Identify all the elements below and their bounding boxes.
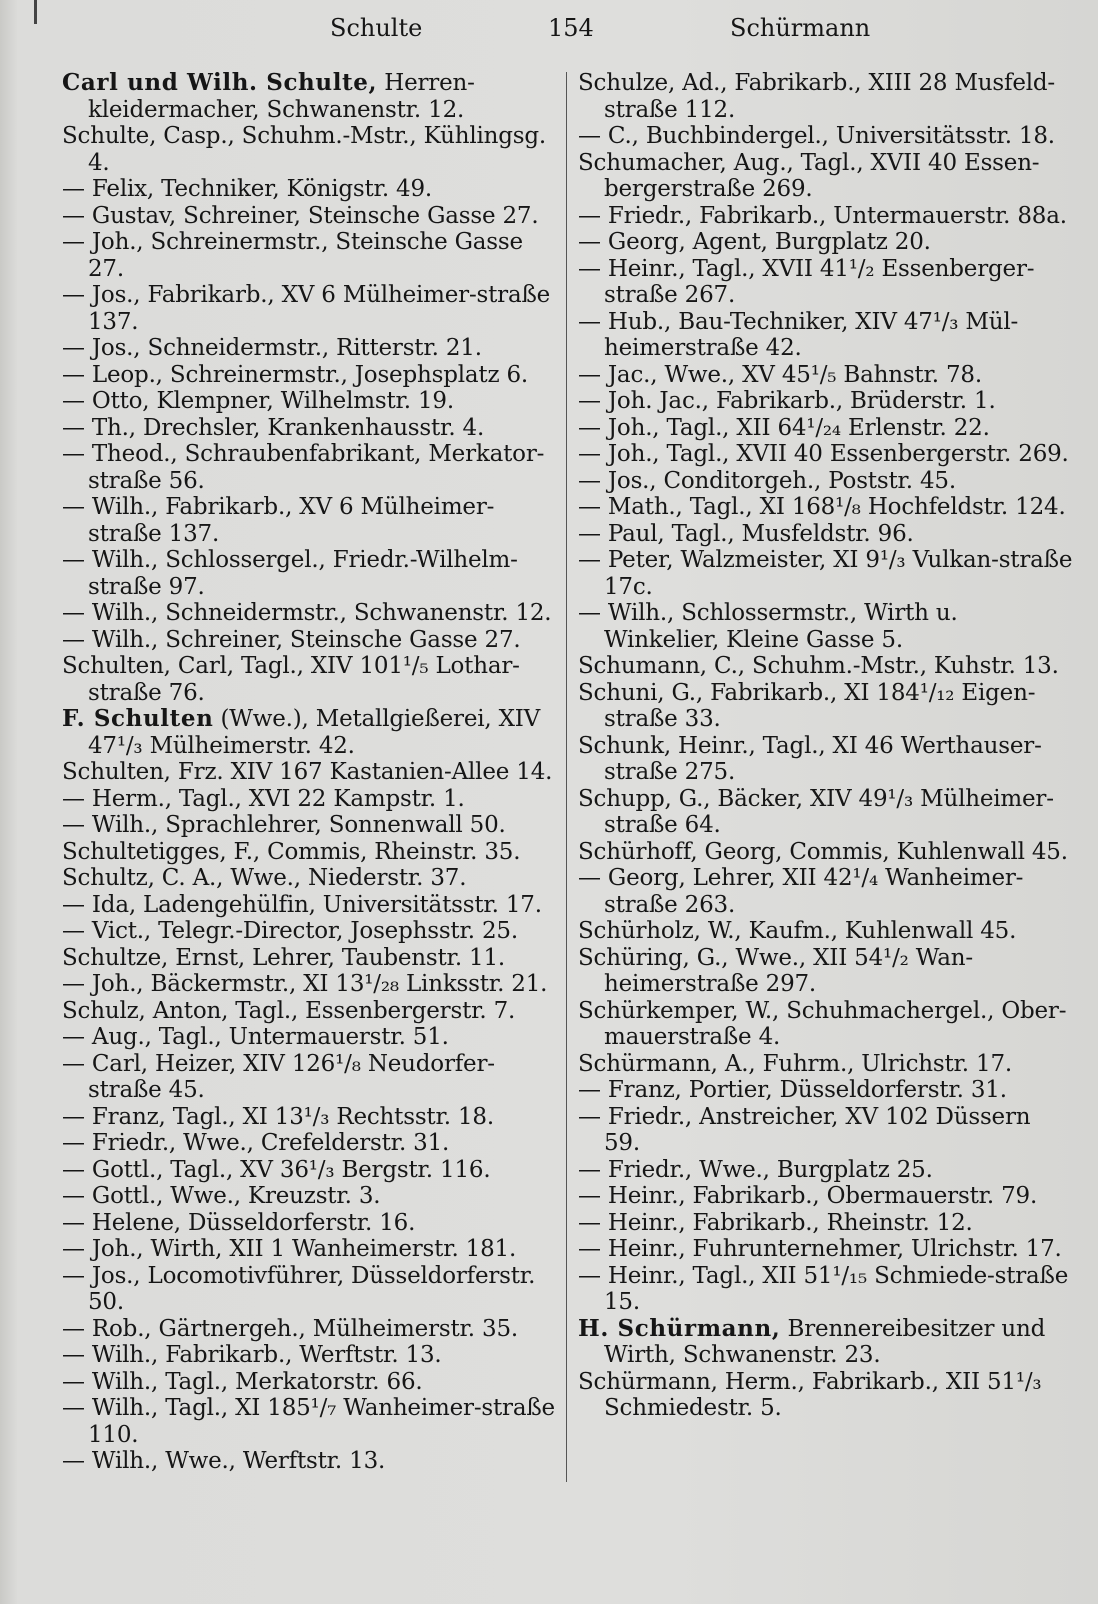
directory-entry <box>578 918 1073 945</box>
entry-text: — Heinr., Fabrikarb., Obermauerstr. 79. <box>578 1183 1038 1209</box>
directory-entry <box>62 945 557 972</box>
directory-entry <box>62 203 557 230</box>
directory-entry <box>62 1316 557 1343</box>
directory-entry <box>62 1051 557 1104</box>
page-number: 154 <box>548 14 594 42</box>
entry-text: — Ida, Ladengehülfin, Universitätsstr. 17. <box>62 891 542 918</box>
entry-text: — Otto, Klempner, Wilhelmstr. 19. <box>62 388 454 414</box>
entry-text: — Heinr., Fuhrunternehmer, Ulrichstr. 17. <box>578 1236 1062 1262</box>
directory-entry <box>578 494 1073 521</box>
entry-text: — Th., Drechsler, Krankenhausstr. 4. <box>62 414 485 441</box>
directory-entry <box>62 600 557 627</box>
entry-text: — Joh., Tagl., XII 64¹/₂₄ Erlenstr. 22. <box>578 414 990 441</box>
directory-entry <box>578 653 1073 680</box>
entry-text: Schürmann, A., Fuhrm., Ulrichstr. 17. <box>578 1050 1012 1077</box>
directory-entry <box>578 1157 1073 1184</box>
entry-text: — Wilh., Wwe., Werftstr. 13. <box>62 1448 386 1474</box>
directory-entry <box>62 918 557 945</box>
entry-text: — Wilh., Schlossergel., Friedr.-Wilhelm-straße 97. <box>62 547 518 600</box>
entry-text: — Felix, Techniker, Königstr. 49. <box>62 176 433 202</box>
entry-text: — Carl, Heizer, XIV 126¹/₈ Neudorfer-straße 45. <box>62 1050 495 1103</box>
directory-entry <box>62 759 557 786</box>
directory-entry <box>578 1104 1073 1157</box>
directory-entry <box>62 123 557 176</box>
entry-text: — Wilh., Sprachlehrer, Sonnenwall 50. <box>62 812 506 838</box>
entry-text: — Herm., Tagl., XVI 22 Kampstr. 1. <box>62 785 465 812</box>
directory-entry <box>62 971 557 998</box>
entry-text: — Georg, Lehrer, XII 42¹/₄ Wanheimer-straße 263. <box>578 865 1024 918</box>
directory-entry <box>62 70 557 123</box>
directory-entry <box>578 1077 1073 1104</box>
directory-entry <box>578 786 1073 839</box>
entry-text: Schultz, C. A., Wwe., Niederstr. 37. <box>62 865 467 891</box>
entry-text: Schupp, G., Bäcker, XIV 49¹/₃ Mülheimer-straße 64. <box>578 785 1054 838</box>
directory-entry <box>578 945 1073 998</box>
column-divider <box>566 72 567 1482</box>
directory-entry <box>62 1369 557 1396</box>
header-left-word: Schulte <box>330 14 423 42</box>
entry-text: — Heinr., Tagl., XII 51¹/₁₅ Schmiede-straße 15. <box>578 1262 1069 1315</box>
directory-entry <box>578 415 1073 442</box>
directory-entry <box>62 865 557 892</box>
entry-text: — Vict., Telegr.-Director, Josephsstr. 25. <box>62 918 518 944</box>
directory-entry <box>578 203 1073 230</box>
entry-text: — Rob., Gärtnergeh., Mülheimerstr. 35. <box>62 1315 518 1342</box>
entry-text: Schulte, Casp., Schuhm.-Mstr., Kühlingsg. 4. <box>62 123 547 176</box>
left-column <box>62 70 557 1475</box>
directory-entry <box>578 733 1073 786</box>
entry-text: (Wwe.), Metallgießerei, XIV 47¹/₃ Mülheimerstr. 42. <box>88 706 541 759</box>
entry-text: Schuni, G., Fabrikarb., XI 184¹/₁₂ Eigen-straße 33. <box>578 679 1036 732</box>
entry-text: — Heinr., Tagl., XVII 41¹/₂ Essenberger-straße 267. <box>578 255 1035 308</box>
directory-entry <box>578 468 1073 495</box>
directory-entry <box>62 706 557 759</box>
directory-entry <box>62 441 557 494</box>
directory-entry <box>578 1369 1073 1422</box>
entry-text: Schüring, G., Wwe., XII 54¹/₂ Wan-heimerstraße 297. <box>578 944 973 997</box>
entry-text: — Math., Tagl., XI 168¹/₈ Hochfeldstr. 124. <box>578 494 1066 520</box>
directory-entry <box>578 998 1073 1051</box>
entry-text: — Jos., Locomotivführer, Düsseldorferstr. 50. <box>62 1262 536 1315</box>
directory-entry <box>62 653 557 706</box>
entry-text: — Hub., Bau-Techniker, XIV 47¹/₃ Mül-heimerstraße 42. <box>578 308 1019 361</box>
entry-text: — Wilh., Schreiner, Steinsche Gasse 27. <box>62 626 521 653</box>
directory-entry <box>62 229 557 282</box>
directory-entry <box>578 150 1073 203</box>
entry-text: Schumacher, Aug., Tagl., XVII 40 Essen-bergerstraße 269. <box>578 149 1040 202</box>
directory-entry <box>62 388 557 415</box>
entry-text: — C., Buchbindergel., Universitätsstr. 18. <box>578 123 1055 149</box>
entry-text: — Theod., Schraubenfabrikant, Merkator-straße 56. <box>62 441 545 494</box>
entry-text: Schulz, Anton, Tagl., Essenbergerstr. 7. <box>62 997 516 1024</box>
entry-text: — Wilh., Tagl., XI 185¹/₇ Wanheimer-straße 110. <box>62 1395 555 1448</box>
directory-entry <box>578 388 1073 415</box>
directory-entry <box>578 839 1073 866</box>
directory-entry <box>62 786 557 813</box>
directory-entry <box>578 229 1073 256</box>
directory-entry <box>578 547 1073 600</box>
header-right-word: Schürmann <box>730 14 871 42</box>
firm-name: Carl und Wilh. Schulte, <box>62 69 378 96</box>
entry-text: — Gustav, Schreiner, Steinsche Gasse 27. <box>62 202 539 229</box>
entry-text: Schürhoff, Georg, Commis, Kuhlenwall 45. <box>578 838 1068 865</box>
directory-entry <box>578 1210 1073 1237</box>
entry-text: — Jos., Schneidermstr., Ritterstr. 21. <box>62 335 482 361</box>
entry-text: Schunk, Heinr., Tagl., XI 46 Werthauser-straße 275. <box>578 732 1042 785</box>
directory-entry <box>62 176 557 203</box>
firm-name: H. Schürmann, <box>578 1314 781 1342</box>
entry-text: — Aug., Tagl., Untermauerstr. 51. <box>62 1024 449 1050</box>
directory-entry <box>578 362 1073 389</box>
directory-entry <box>62 547 557 600</box>
directory-entry <box>62 1104 557 1131</box>
entry-text: — Wilh., Fabrikarb., Werftstr. 13. <box>62 1342 442 1368</box>
directory-entry <box>62 627 557 654</box>
entry-text: — Peter, Walzmeister, XI 9¹/₃ Vulkan-straße 17c. <box>578 547 1073 600</box>
entry-text: — Joh., Bäckermstr., XI 13¹/₂₈ Linksstr. 21. <box>62 971 548 997</box>
directory-entry <box>578 1316 1073 1369</box>
firm-name: F. Schulten <box>62 705 214 732</box>
directory-entry <box>62 839 557 866</box>
directory-entry <box>578 441 1073 468</box>
directory-entry <box>62 892 557 919</box>
entry-text: Schulten, Carl, Tagl., XIV 101¹/₅ Lothar-straße 76. <box>62 653 520 706</box>
directory-entry <box>62 1130 557 1157</box>
directory-entry <box>62 282 557 335</box>
entry-text: — Gottl., Wwe., Kreuzstr. 3. <box>62 1183 381 1209</box>
entry-text: — Paul, Tagl., Musfeldstr. 96. <box>578 520 914 547</box>
entry-text: — Wilh., Fabrikarb., XV 6 Mülheimer-straße 137. <box>62 494 495 547</box>
directory-entry <box>578 521 1073 548</box>
entry-text: — Jos., Fabrikarb., XV 6 Mülheimer-straße 137. <box>62 282 551 335</box>
directory-entry <box>62 1236 557 1263</box>
entry-text: Schulze, Ad., Fabrikarb., XIII 28 Musfeld-straße 112. <box>578 70 1055 123</box>
directory-entry <box>578 309 1073 362</box>
entry-text: — Joh. Jac., Fabrikarb., Brüderstr. 1. <box>578 388 996 414</box>
directory-entry <box>62 1395 557 1448</box>
entry-text: — Friedr., Wwe., Burgplatz 25. <box>578 1156 933 1183</box>
directory-entry <box>578 865 1073 918</box>
entry-text: — Franz, Tagl., XI 13¹/₃ Rechtsstr. 18. <box>62 1103 494 1130</box>
entry-text: — Joh., Wirth, XII 1 Wanheimerstr. 181. <box>62 1236 517 1262</box>
directory-entry <box>62 362 557 389</box>
entry-text: Schürkemper, W., Schuhmachergel., Ober-mauerstraße 4. <box>578 997 1067 1050</box>
page-header <box>0 14 1098 50</box>
entry-text: — Jac., Wwe., XV 45¹/₅ Bahnstr. 78. <box>578 361 982 388</box>
directory-entry <box>578 1236 1073 1263</box>
entry-text: Herren-kleidermacher, Schwanenstr. 12. <box>88 70 475 123</box>
entry-text: — Wilh., Schneidermstr., Schwanenstr. 12. <box>62 600 552 626</box>
entry-text: — Friedr., Fabrikarb., Untermauerstr. 88a. <box>578 202 1067 229</box>
entry-text: — Gottl., Tagl., XV 36¹/₃ Bergstr. 116. <box>62 1156 491 1183</box>
entry-text: — Heinr., Fabrikarb., Rheinstr. 12. <box>578 1209 973 1236</box>
entry-text: — Jos., Conditorgeh., Poststr. 45. <box>578 467 956 494</box>
directory-entry <box>578 70 1073 123</box>
directory-entry <box>62 1183 557 1210</box>
directory-entry <box>62 812 557 839</box>
directory-entry <box>62 494 557 547</box>
directory-entry <box>62 1448 557 1475</box>
directory-entry <box>62 1024 557 1051</box>
directory-entry <box>578 680 1073 733</box>
directory-entry <box>578 256 1073 309</box>
directory-entry <box>62 998 557 1025</box>
entry-text: Schulten, Frz. XIV 167 Kastanien-Allee 14. <box>62 759 553 785</box>
entry-text: Schultze, Ernst, Lehrer, Taubenstr. 11. <box>62 944 506 971</box>
entry-text: — Joh., Tagl., XVII 40 Essenbergerstr. 269. <box>578 441 1069 467</box>
entry-text: — Wilh., Tagl., Merkatorstr. 66. <box>62 1368 423 1395</box>
entry-text: — Friedr., Wwe., Crefelderstr. 31. <box>62 1130 450 1156</box>
entry-text: — Wilh., Schlossermstr., Wirth u. Winkelier, Kleine Gasse 5. <box>578 600 958 653</box>
directory-entry <box>62 1342 557 1369</box>
entry-text: Schürmann, Herm., Fabrikarb., XII 51¹/₃ Schmiedestr. 5. <box>578 1368 1042 1421</box>
entry-text: — Georg, Agent, Burgplatz 20. <box>578 229 931 255</box>
entry-text: — Franz, Portier, Düsseldorferstr. 31. <box>578 1077 1007 1103</box>
directory-entry <box>578 123 1073 150</box>
entry-text: Brennereibesitzer und Wirth, Schwanenstr. 23. <box>604 1315 1046 1368</box>
entry-text: Schultetigges, F., Commis, Rheinstr. 35. <box>62 838 521 865</box>
directory-entry <box>62 1263 557 1316</box>
entry-text: — Leop., Schreinermstr., Josephsplatz 6. <box>62 361 529 388</box>
entry-text: — Helene, Düsseldorferstr. 16. <box>62 1209 416 1236</box>
entry-text: Schürholz, W., Kaufm., Kuhlenwall 45. <box>578 918 1017 944</box>
directory-entry <box>62 1157 557 1184</box>
directory-entry <box>578 1051 1073 1078</box>
directory-entry <box>62 335 557 362</box>
directory-entry <box>62 1210 557 1237</box>
entry-text: — Joh., Schreinermstr., Steinsche Gasse 27. <box>62 229 523 282</box>
entry-text: — Friedr., Anstreicher, XV 102 Düssern 59. <box>578 1103 1031 1156</box>
directory-entry <box>578 1263 1073 1316</box>
entry-text: Schumann, C., Schuhm.-Mstr., Kuhstr. 13. <box>578 653 1059 679</box>
directory-entry <box>578 600 1073 653</box>
directory-entry <box>578 1183 1073 1210</box>
right-column <box>578 70 1073 1422</box>
directory-entry <box>62 415 557 442</box>
